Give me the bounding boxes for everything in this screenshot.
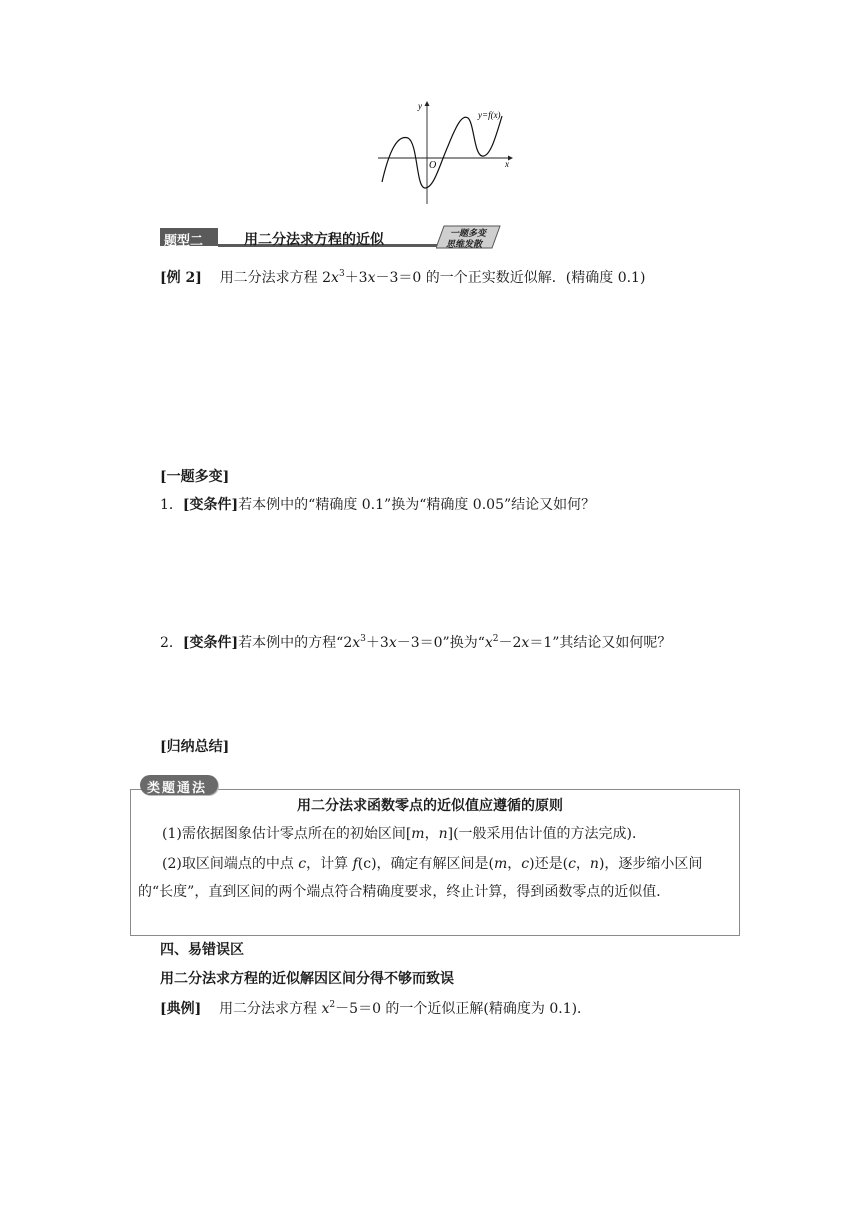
origin-label: O xyxy=(429,160,437,171)
typical-example-label: [典例] xyxy=(160,1001,202,1017)
variant-1-number: 1． xyxy=(160,497,183,513)
variant-2-var: x xyxy=(352,635,361,651)
y-axis-label: y xyxy=(418,101,422,111)
method-pill-label: 类题通法 xyxy=(147,781,208,796)
variant-2-var2: x xyxy=(388,635,397,651)
method-p2-b: ，计算 xyxy=(306,856,353,872)
typical-example-var: x xyxy=(321,1001,330,1017)
variant-2-var4: x xyxy=(521,635,530,651)
variant-2-tag: [变条件] xyxy=(182,635,239,651)
method-p2-sep1: ， xyxy=(507,856,522,872)
method-p2-c3: c xyxy=(568,856,576,872)
variant-2-text-e: ＝1”其结论又如何呢？ xyxy=(529,635,672,651)
badge-line1: 一题多变 xyxy=(450,229,487,239)
example2-sup: 3 xyxy=(338,269,345,279)
method-pill xyxy=(140,775,218,795)
method-p2-m: m xyxy=(494,856,508,872)
example2-var: x xyxy=(331,270,339,286)
method-p2-g: )，逐步缩小区间 xyxy=(598,856,703,872)
function-graph xyxy=(374,96,524,208)
method-p2-f: f xyxy=(352,856,358,872)
method-p1-a: (1)需依据图象估计零点所在的初始区间[ xyxy=(162,826,412,842)
method-point-2-cont: 的“长度”，直到区间的两个端点符合精确度要求，终止计算，得到函数零点的近似值． xyxy=(138,884,671,900)
variant-2-text-a: 若本例中的方程“2 xyxy=(238,635,353,651)
variant-2-var3: x xyxy=(484,635,493,651)
example2-text-b: ＋3 xyxy=(344,270,368,286)
typical-example-sup: 2 xyxy=(329,1000,336,1010)
method-point-1 xyxy=(162,823,646,843)
variant-1-text: 若本例中的“精确度 0.1”换为“精确度 0.05”结论又如何？ xyxy=(238,497,596,513)
method-p2-a: (2)取区间端点的中点 xyxy=(162,856,299,872)
typical-example-text-b: －5＝0 的一个近似正解(精确度为 0.1)． xyxy=(335,1001,592,1017)
method-p2-n: n xyxy=(589,856,599,872)
variant-2-text-b: ＋3 xyxy=(365,635,389,651)
variant-2-sup2: 2 xyxy=(492,634,499,644)
method-p1-sep: ， xyxy=(424,826,439,842)
method-p2-c: c xyxy=(298,856,307,872)
method-box-title: 用二分法求函数零点的近似值应遵循的原则 xyxy=(297,798,563,814)
y-axis-arrow xyxy=(425,101,430,106)
example2-text-a: 用二分法求方程 2 xyxy=(219,270,332,286)
method-p1-n: n xyxy=(438,826,448,842)
method-point-2 xyxy=(162,853,702,873)
variants-heading: [一题多变] xyxy=(160,469,230,485)
method-p2-e: )还是( xyxy=(529,856,569,872)
variant-2-text-c: －3＝0”换为“ xyxy=(396,635,485,651)
method-p2-d: ，确定有解区间是( xyxy=(376,856,494,872)
function-curve xyxy=(382,116,502,188)
variant-2 xyxy=(160,632,671,652)
example2-var2: x xyxy=(367,270,376,286)
section4-heading: 四、易错误区 xyxy=(160,942,244,958)
method-p2-c2: c xyxy=(521,856,530,872)
method-p1-m: m xyxy=(411,826,425,842)
typical-example xyxy=(160,998,591,1018)
badge-line2: 思维发散 xyxy=(446,240,483,250)
section-banner xyxy=(160,224,504,252)
example2-label: [例 2] xyxy=(160,270,202,286)
variant-1-tag: [变条件] xyxy=(182,497,239,513)
method-p2-fc: (c) xyxy=(357,856,377,872)
typical-example-text-a: 用二分法求方程 xyxy=(219,1001,322,1017)
section4-subheading: 用二分法求方程的近似解因区间分得不够而致误 xyxy=(160,971,454,987)
x-axis-label: x xyxy=(505,159,509,169)
method-p1-b: ](一般采用估计值的方法完成)． xyxy=(447,826,646,842)
variant-2-text-d: －2 xyxy=(498,635,522,651)
example2-text-c: －3＝0 的一个正实数近似解．(精确度 0.1) xyxy=(375,270,646,286)
variant-1 xyxy=(160,494,595,514)
summary-heading: [归纳总结] xyxy=(160,739,230,755)
section-tag: 题型二 xyxy=(164,234,204,249)
variant-2-sup3: 3 xyxy=(360,634,366,644)
variant-2-number: 2． xyxy=(160,635,183,651)
section-title: 用二分法求方程的近似 xyxy=(244,232,384,248)
curve-label: y=f(x) xyxy=(478,110,501,120)
method-p2-sep2: ， xyxy=(575,856,590,872)
example2-line xyxy=(160,267,645,287)
